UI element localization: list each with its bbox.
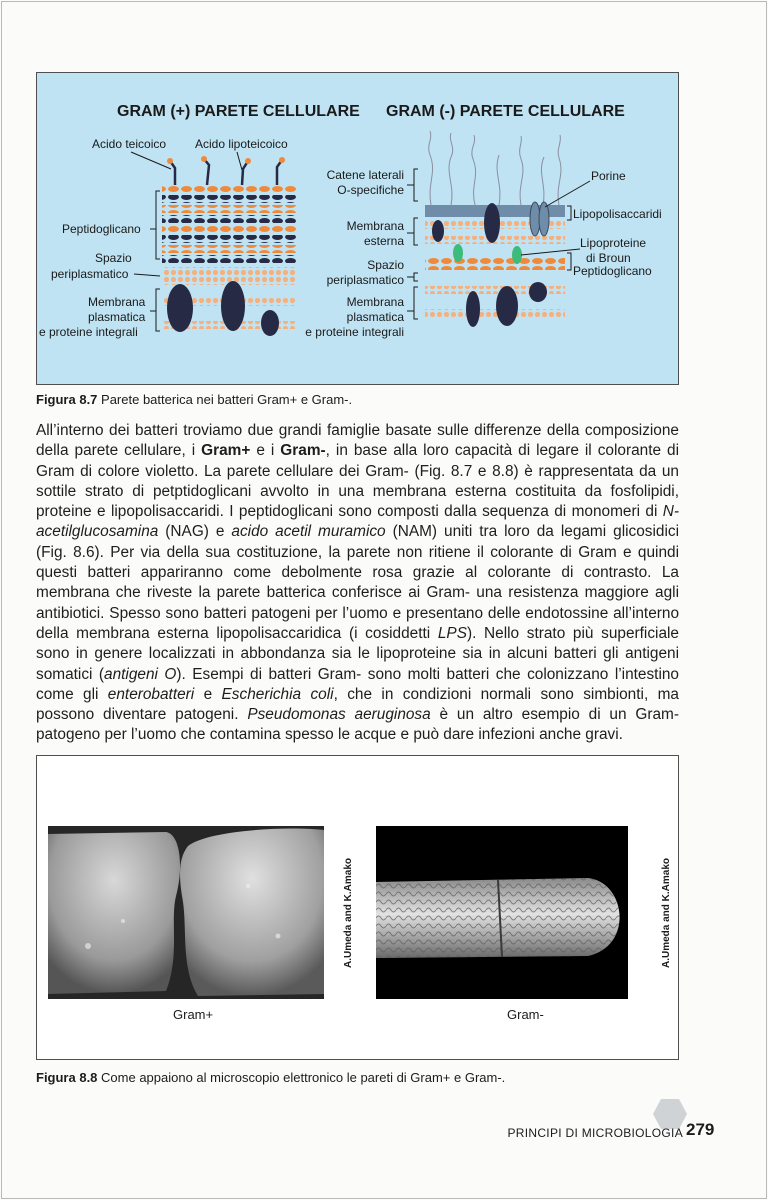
body-text-run: ). Esempi di batteri Gram- sono molti batteri che colonizzano l’intestino come gli [36,665,679,703]
gram-neg-title: GRAM (-) PARETE CELLULARE [386,103,625,120]
term-gram-pos: Gram+ [201,442,251,460]
label-gram-neg-micrograph: Gram- [507,1007,544,1022]
figure-8-7-caption [36,392,352,408]
figure-8-8-label: Figura 8.8 [36,1070,98,1085]
page-number: 279 [686,1120,715,1139]
credit-left: A.Umeda and K.Amako [343,857,354,969]
gram-pos-peptidoglycan [162,185,297,263]
label-peptidoglicano-neg: Peptidoglicano [573,264,652,278]
body-text-run: , che in condizioni normali sono simbionti, ma possono diventare patogeni. [36,685,679,724]
term-enterobatteri: enterobatteri [107,685,195,703]
label-acido-teicoico: Acido teicoico [92,137,167,151]
label-di-broun: di Broun [586,251,631,265]
label-catene-laterali: Catene laterali [326,168,404,182]
label-acido-lipoteicoico: Acido lipoteicoico [195,137,288,151]
term-gram-neg: Gram- [280,442,326,460]
term-antigeni-o: antigeni O [104,665,177,683]
label-gram-pos-micrograph: Gram+ [173,1007,214,1022]
label-spazio: Spazio [95,251,132,265]
label-plasmatica: plasmatica [88,310,146,324]
body-text-run: (NAM) uniti tra loro da legami glicosidici (Fig. 8.6). Per via della sua costituzione, la parete non ritiene il colorante di Gram e quindi questi batteri appariranno come debolmente rosa grazie al colorante di contrasto. La membrana che riveste la parete batterica conferisce ai Gram- una resistenza maggiore agli antibiotici. Spesso sono batteri patogeni per l’uomo e presentano delle endotossine all’interno della membrana esterna lipopolisaccaridica (i cosiddetti [36,523,679,642]
gram-pos-micrograph [48,826,324,999]
body-text-run: ). Nello strato più superficiale sono in genere localizzati in abbondanza sia le lipoproteine sia in alcuni batteri gli antigeni somatici ( [36,624,679,683]
credit-right: A.Umeda and K.Amako [661,857,672,969]
label-periplasmatico: periplasmatico [51,267,129,281]
gram-neg-peptidoglycan [425,256,565,270]
label-esterna: esterna [363,234,404,248]
term-lps: LPS [437,624,467,642]
term-nag: N-acetilglucosamina [36,503,679,541]
label-peptidoglicano: Peptidoglicano [62,222,141,236]
body-text-run: (NAG) e [158,523,232,541]
body-text-run: e i [250,442,281,460]
label-plasmatica-neg: plasmatica [346,310,404,324]
label-o-specifiche: O-specifiche [337,183,404,197]
label-membrana: Membrana [88,295,146,309]
term-escherichia-coli: Escherichia coli [221,685,334,703]
label-proteine-integrali: e proteine integrali [39,325,138,339]
figure-8-7-label: Figura 8.7 [36,392,98,407]
figure-8-7-caption-text: Parete batterica nei batteri Gram+ e Gram-. [97,392,353,407]
figure-8-8-caption [36,1070,505,1086]
body-text-run: e [194,685,222,703]
label-spazio-neg: Spazio [367,258,404,272]
o-specific-chains [429,131,561,205]
label-lipopolisaccaridi: Lipopolisaccaridi [573,207,662,221]
label-porine: Porine [591,169,626,183]
label-membrana-neg: Membrana [346,295,404,309]
label-periplasmatico-neg: periplasmatico [326,273,404,287]
body-paragraph [36,421,679,746]
cell-wall-diagram [37,73,678,384]
term-nam: acido acetil muramico [231,523,386,541]
label-proteine-integrali-neg: e proteine integrali [305,325,404,339]
label-membrana-esterna: Membrana [346,219,404,233]
figure-8-8-caption-text: Come appaiono al microscopio elettronico le pareti di Gram+ e Gram-. [97,1070,506,1085]
term-pseudomonas: Pseudomonas aeruginosa [247,706,431,724]
gram-neg-micrograph [376,826,628,999]
label-lipoproteine: Lipoproteine [580,236,647,250]
teichoic-acid-chains [170,159,282,185]
figure-8-7-panel [36,72,679,385]
body-text-run: All’interno dei batteri troviamo due grandi famiglie basate sulle differenze della composizione della parete cellulare, i [36,422,679,460]
body-text-run: , in base alla loro capacità di legare il colorante di Gram di colore violetto. La parete cellulare dei Gram- (Fig. 8.7 e 8.8) è rappresentata da un sottile strato di petptidoglicani avvolto in una membrana esterna costituita da fosfolipidi, proteine e lipopolisaccaridi. I peptidoglicani sono composti dalla sequenza di monomeri di [36,442,679,521]
running-head: PRINCIPI DI MICROBIOLOGIA [507,1126,683,1140]
gram-pos-title: GRAM (+) PARETE CELLULARE [117,103,360,120]
body-text-run: è un altro esempio di un Gram- patogeno per l’uomo che contamina spesso le acque e può dare infezioni anche gravi. [36,706,679,744]
figure-8-8-panel [36,755,679,1060]
